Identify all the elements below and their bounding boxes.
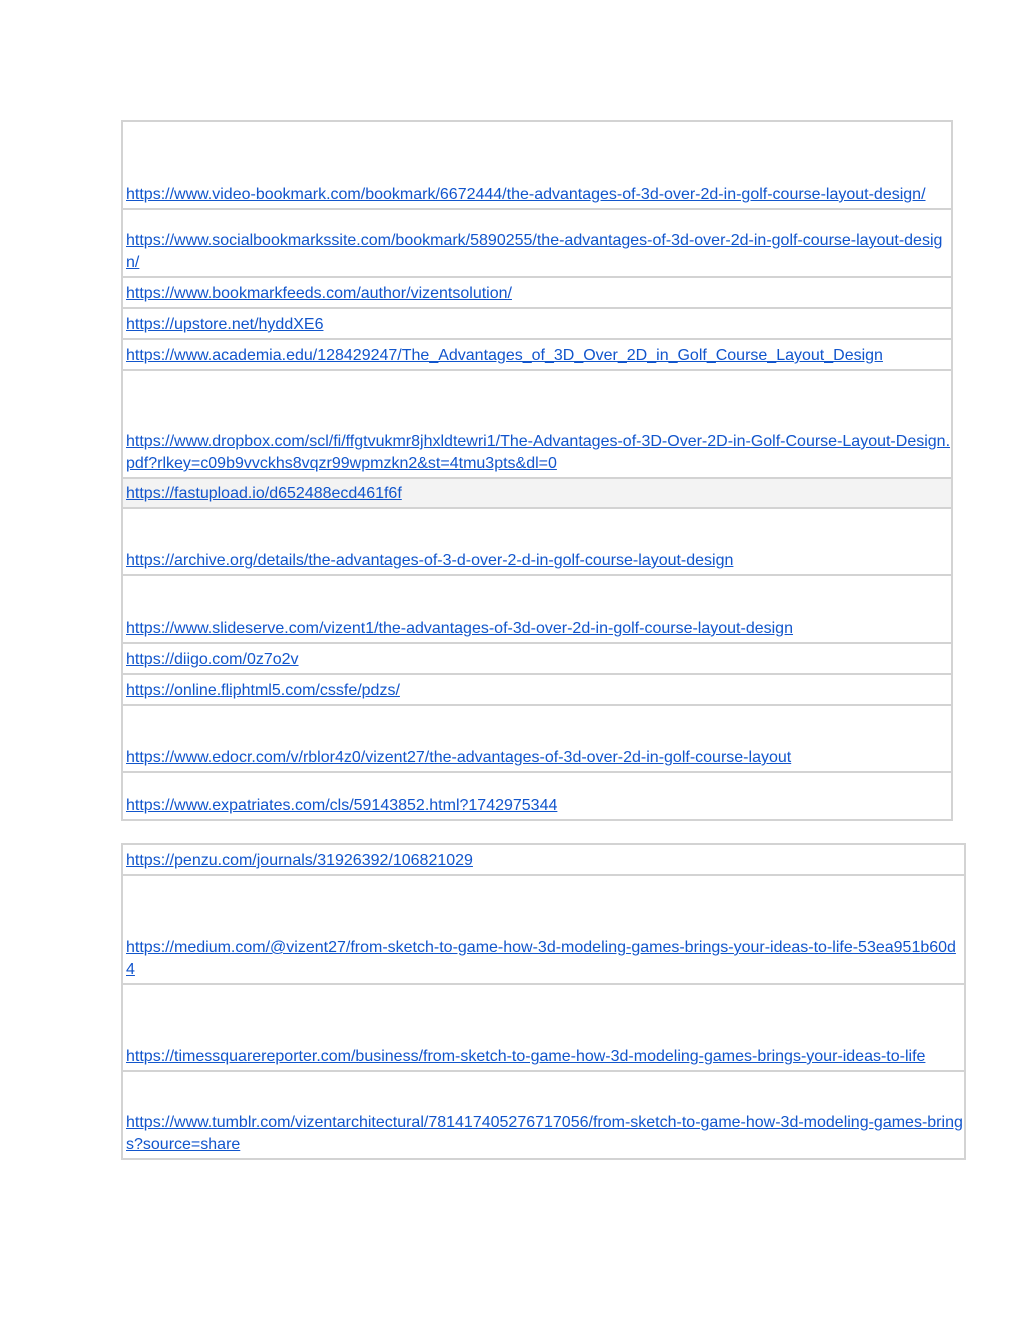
table-row xyxy=(122,674,952,705)
table-row xyxy=(122,772,952,820)
url-link[interactable]: https://online.fliphtml5.com/cssfe/pdzs/ xyxy=(126,682,400,699)
table-cell xyxy=(122,705,952,772)
url-link[interactable]: https://fastupload.io/d652488ecd461f6f xyxy=(126,485,402,502)
table-cell xyxy=(122,209,952,277)
url-link[interactable]: https://www.video-bookmark.com/bookmark/6672444/the-advantages-of-3d-over-2d-in-golf-course-layout-design/ xyxy=(126,186,926,203)
url-link[interactable]: https://diigo.com/0z7o2v xyxy=(126,651,299,668)
table-cell xyxy=(122,121,952,209)
table-row xyxy=(122,575,952,643)
table-row xyxy=(122,508,952,575)
url-link[interactable]: https://www.slideserve.com/vizent1/the-advantages-of-3d-over-2d-in-golf-course-layout-design xyxy=(126,620,793,637)
table-cell xyxy=(122,1071,965,1159)
table-cell xyxy=(122,575,952,643)
table-row xyxy=(122,308,952,339)
table-row xyxy=(122,478,952,508)
url-link[interactable]: https://upstore.net/hyddXE6 xyxy=(126,316,324,333)
url-link[interactable]: https://archive.org/details/the-advantages-of-3-d-over-2-d-in-golf-course-layout-design xyxy=(126,552,734,569)
table-cell xyxy=(122,277,952,308)
table-cell xyxy=(122,984,965,1071)
links-table-1 xyxy=(121,120,953,821)
table-row xyxy=(122,984,965,1071)
url-link[interactable]: https://penzu.com/journals/31926392/106821029 xyxy=(126,852,473,869)
url-link[interactable]: https://www.bookmarkfeeds.com/author/vizentsolution/ xyxy=(126,285,512,302)
table-cell xyxy=(122,875,965,984)
table-row xyxy=(122,339,952,370)
table-cell xyxy=(122,508,952,575)
table-cell xyxy=(122,772,952,820)
table-cell xyxy=(122,339,952,370)
url-link[interactable]: https://timessquarereporter.com/business/from-sketch-to-game-how-3d-modeling-games-brings-your-ideas-to-life xyxy=(126,1048,926,1065)
url-link[interactable]: https://www.tumblr.com/vizentarchitectural/781417405276717056/from-sketch-to-game-how-3d-modeling-games-brings?source=share xyxy=(126,1114,963,1153)
table-cell xyxy=(122,674,952,705)
table-row xyxy=(122,277,952,308)
table-cell xyxy=(122,308,952,339)
table-row xyxy=(122,209,952,277)
table-row xyxy=(122,643,952,674)
url-link[interactable]: https://www.socialbookmarkssite.com/bookmark/5890255/the-advantages-of-3d-over-2d-in-golf-course-layout-design/ xyxy=(126,232,943,271)
url-link[interactable]: https://www.academia.edu/128429247/The_Advantages_of_3D_Over_2D_in_Golf_Course_Layout_Design xyxy=(126,347,883,364)
url-link[interactable]: https://medium.com/@vizent27/from-sketch-to-game-how-3d-modeling-games-brings-your-ideas-to-life-53ea951b60d4 xyxy=(126,939,956,978)
table-row xyxy=(122,705,952,772)
url-link[interactable]: https://www.edocr.com/v/rblor4z0/vizent27/the-advantages-of-3d-over-2d-in-golf-course-layout xyxy=(126,749,792,766)
table-row xyxy=(122,370,952,478)
table-row xyxy=(122,844,965,875)
table-cell xyxy=(122,478,952,508)
links-table-2 xyxy=(121,843,966,1160)
table-cell xyxy=(122,370,952,478)
table-cell xyxy=(122,643,952,674)
table-row xyxy=(122,875,965,984)
url-link[interactable]: https://www.expatriates.com/cls/59143852.html?1742975344 xyxy=(126,797,558,814)
table-row xyxy=(122,1071,965,1159)
table-cell xyxy=(122,844,965,875)
table-row xyxy=(122,121,952,209)
url-link[interactable]: https://www.dropbox.com/scl/fi/ffgtvukmr8jhxldtewri1/The-Advantages-of-3D-Over-2D-in-Golf-Course-Layout-Design.pdf?rlkey=c09b9vvckhs8vqzr99wpmzkn2&st=4tmu3pts&dl=0 xyxy=(126,433,951,472)
